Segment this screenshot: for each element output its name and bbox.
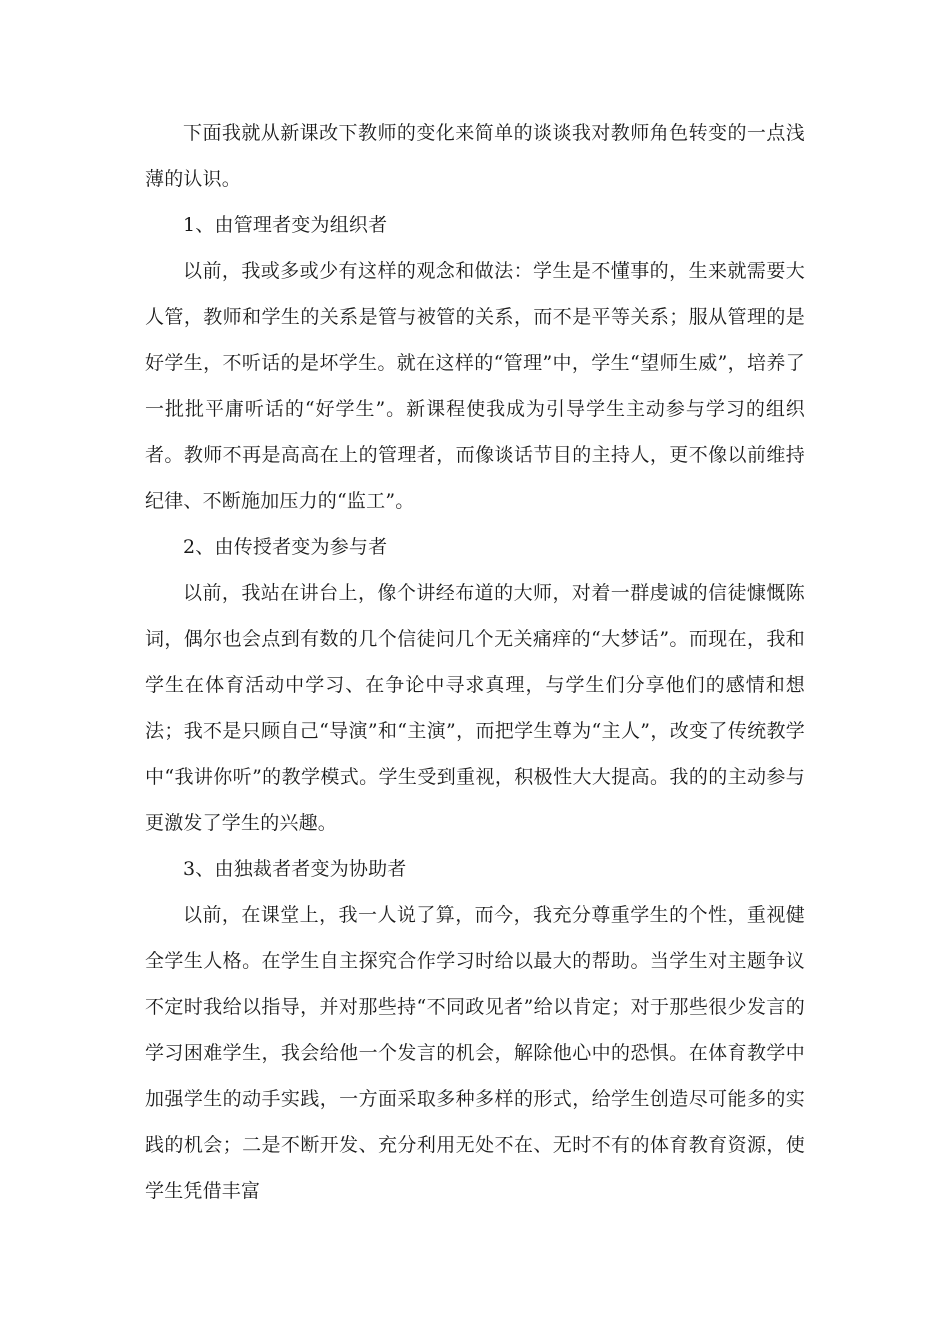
section-heading-2: 2、由传授者变为参与者 bbox=[183, 536, 388, 558]
intro-paragraph: 下面我就从新课改下教师的变化来简单的谈谈我对教师角色转变的一点浅薄的认识。 bbox=[145, 122, 805, 190]
section-heading-1: 1、由管理者变为组织者 bbox=[183, 214, 388, 236]
section-2-paragraph: 以前，我站在讲台上，像个讲经布道的大师，对着一群虔诚的信徒慷慨陈词，偶尔也会点到有数的几个信徒问几个无关痛痒的“大梦话”。而现在，我和学生在体育活动中学习、在争论中寻求真理，与学生们分享他们的感情和想法；我不是只顾自己“导演”和“主演”，而把学生尊为“主人”，改变了传统教学中“我讲你听”的教学模式。学生受到重视，积极性大大提高。我的的主动参与更激发了学生的兴趣。 bbox=[145, 582, 805, 834]
section-1-paragraph: 以前，我或多或少有这样的观念和做法：学生是不懂事的，生来就需要大人管，教师和学生的关系是管与被管的关系，而不是平等关系；服从管理的是好学生，不听话的是坏学生。就在这样的“管理”中，学生“望师生威”，培养了一批批平庸听话的“好学生”。新课程使我成为引导学生主动参与学习的组织者。教师不再是高高在上的管理者，而像谈话节目的主持人，更不像以前维持纪律、不断施加压力的“监工”。 bbox=[145, 260, 805, 512]
section-3-paragraph: 以前，在课堂上，我一人说了算，而今，我充分尊重学生的个性，重视健全学生人格。在学生自主探究合作学习时给以最大的帮助。当学生对主题争议不定时我给以指导，并对那些持“不同政见者”给以肯定；对于那些很少发言的学习困难学生，我会给他一个发言的机会，解除他心中的恐惧。在体育教学中加强学生的动手实践，一方面采取多种多样的形式，给学生创造尽可能多的实践的机会；二是不断开发、充分利用无处不在、无时不有的体育教育资源，使学生凭借丰富 bbox=[145, 904, 805, 1202]
section-heading-3: 3、由独裁者者变为协助者 bbox=[183, 858, 407, 880]
document-body bbox=[145, 110, 805, 1214]
